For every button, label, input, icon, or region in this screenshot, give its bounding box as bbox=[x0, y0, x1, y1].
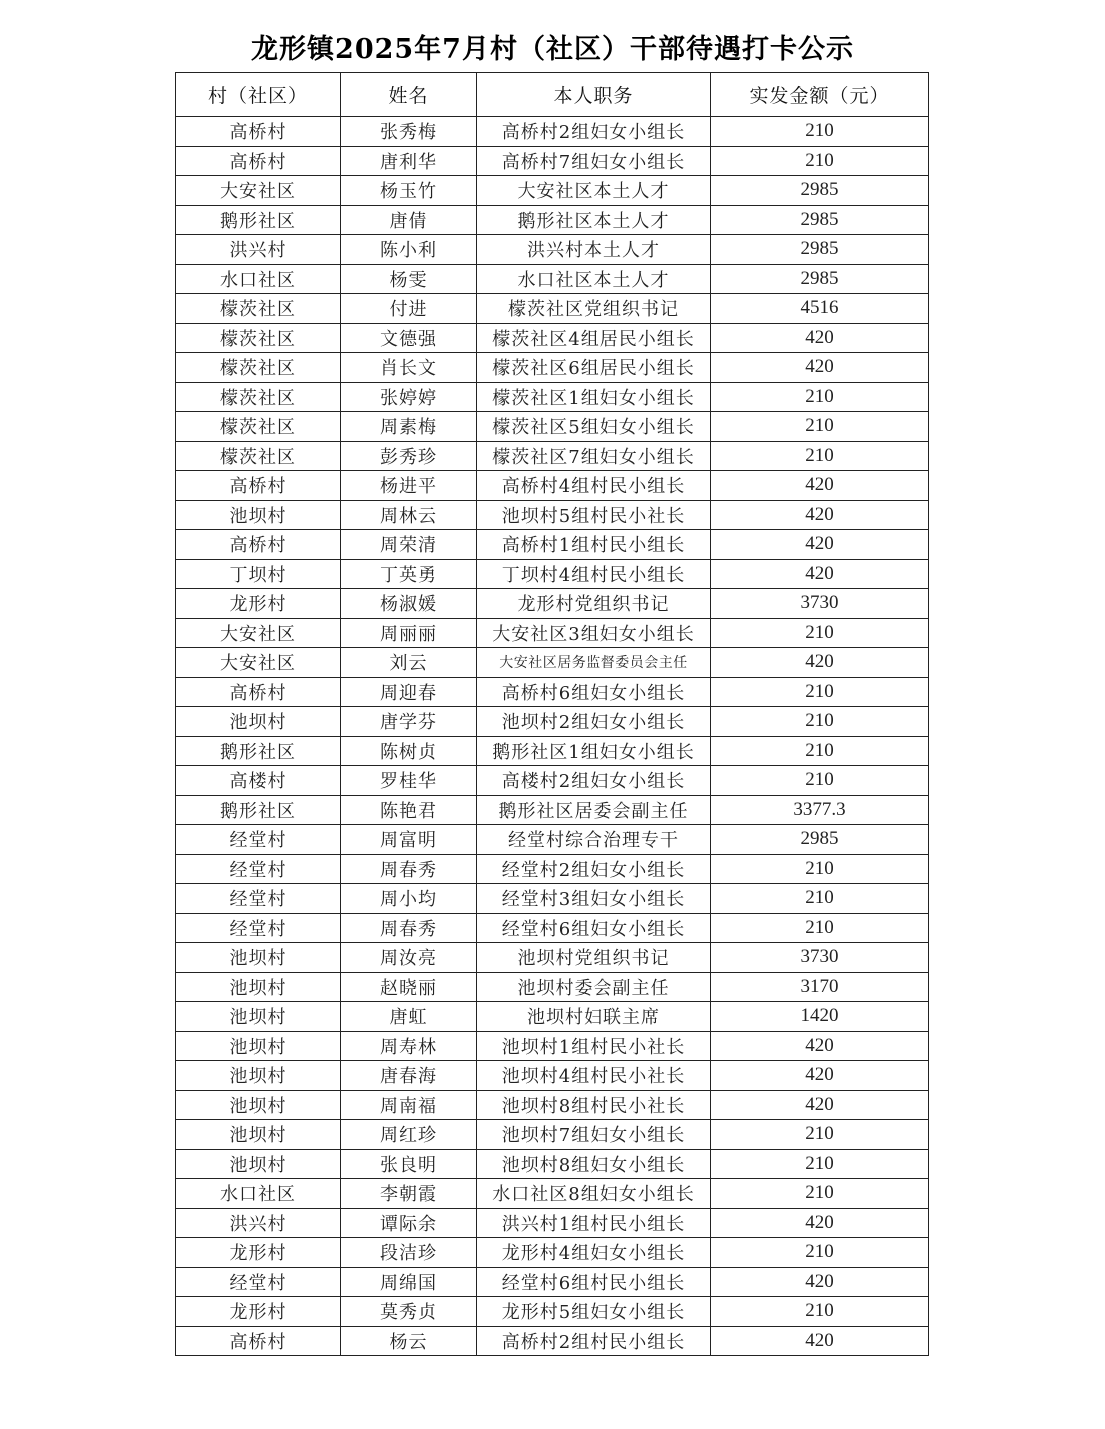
position-cell: 龙形村4组妇女小组长 bbox=[477, 1238, 711, 1268]
position-cell: 池坝村7组妇女小组长 bbox=[477, 1120, 711, 1150]
amount-cell: 3730 bbox=[711, 943, 929, 973]
name-cell: 周绵国 bbox=[341, 1267, 477, 1297]
village-cell: 池坝村 bbox=[176, 707, 341, 737]
village-cell: 洪兴村 bbox=[176, 235, 341, 265]
village-cell: 龙形村 bbox=[176, 589, 341, 619]
village-cell: 高楼村 bbox=[176, 766, 341, 796]
table-row bbox=[176, 1002, 929, 1032]
amount-cell: 420 bbox=[711, 1031, 929, 1061]
position-cell: 高桥村2组村民小组长 bbox=[477, 1326, 711, 1356]
village-cell: 鹅形社区 bbox=[176, 205, 341, 235]
position-cell: 水口社区8组妇女小组长 bbox=[477, 1179, 711, 1209]
position-cell: 高楼村2组妇女小组长 bbox=[477, 766, 711, 796]
village-cell: 高桥村 bbox=[176, 471, 341, 501]
amount-cell: 210 bbox=[711, 382, 929, 412]
village-cell: 丁坝村 bbox=[176, 559, 341, 589]
position-cell: 池坝村1组村民小社长 bbox=[477, 1031, 711, 1061]
position-cell: 池坝村妇联主席 bbox=[477, 1002, 711, 1032]
table-row bbox=[176, 235, 929, 265]
amount-cell: 2985 bbox=[711, 825, 929, 855]
table-row bbox=[176, 1267, 929, 1297]
position-cell: 池坝村党组织书记 bbox=[477, 943, 711, 973]
amount-cell: 210 bbox=[711, 1149, 929, 1179]
amount-cell: 3170 bbox=[711, 972, 929, 1002]
amount-cell: 420 bbox=[711, 1090, 929, 1120]
name-cell: 唐春海 bbox=[341, 1061, 477, 1091]
table-row bbox=[176, 323, 929, 353]
village-cell: 大安社区 bbox=[176, 176, 341, 206]
amount-cell: 420 bbox=[711, 1267, 929, 1297]
name-cell: 周南福 bbox=[341, 1090, 477, 1120]
table-row bbox=[176, 353, 929, 383]
name-cell: 李朝霞 bbox=[341, 1179, 477, 1209]
header-amount: 实发金额（元） bbox=[711, 73, 929, 117]
amount-cell: 210 bbox=[711, 1297, 929, 1327]
table-row bbox=[176, 1179, 929, 1209]
table-row bbox=[176, 1208, 929, 1238]
village-cell: 龙形村 bbox=[176, 1238, 341, 1268]
amount-cell: 210 bbox=[711, 146, 929, 176]
position-cell: 经堂村综合治理专干 bbox=[477, 825, 711, 855]
position-cell: 池坝村5组村民小社长 bbox=[477, 500, 711, 530]
amount-cell: 4516 bbox=[711, 294, 929, 324]
cadre-payment-table bbox=[175, 72, 929, 1356]
village-cell: 池坝村 bbox=[176, 943, 341, 973]
position-cell: 檬茨社区5组妇女小组长 bbox=[477, 412, 711, 442]
village-cell: 檬茨社区 bbox=[176, 382, 341, 412]
position-cell: 池坝村8组妇女小组长 bbox=[477, 1149, 711, 1179]
header-row bbox=[176, 73, 929, 117]
amount-cell: 420 bbox=[711, 500, 929, 530]
table-row bbox=[176, 766, 929, 796]
name-cell: 杨进平 bbox=[341, 471, 477, 501]
position-cell: 高桥村6组妇女小组长 bbox=[477, 677, 711, 707]
village-cell: 高桥村 bbox=[176, 146, 341, 176]
amount-cell: 210 bbox=[711, 117, 929, 147]
village-cell: 经堂村 bbox=[176, 1267, 341, 1297]
name-cell: 周春秀 bbox=[341, 854, 477, 884]
name-cell: 赵晓丽 bbox=[341, 972, 477, 1002]
table-row bbox=[176, 1061, 929, 1091]
village-cell: 池坝村 bbox=[176, 972, 341, 1002]
village-cell: 池坝村 bbox=[176, 500, 341, 530]
table-row bbox=[176, 176, 929, 206]
header-position: 本人职务 bbox=[477, 73, 711, 117]
table-row bbox=[176, 825, 929, 855]
table-row bbox=[176, 648, 929, 678]
position-cell: 鹅形社区本土人才 bbox=[477, 205, 711, 235]
table-header bbox=[176, 73, 929, 117]
name-cell: 张秀梅 bbox=[341, 117, 477, 147]
position-cell: 大安社区居务监督委员会主任 bbox=[477, 648, 711, 678]
name-cell: 唐虹 bbox=[341, 1002, 477, 1032]
name-cell: 张良明 bbox=[341, 1149, 477, 1179]
position-cell: 鹅形社区居委会副主任 bbox=[477, 795, 711, 825]
village-cell: 池坝村 bbox=[176, 1090, 341, 1120]
name-cell: 杨雯 bbox=[341, 264, 477, 294]
position-cell: 高桥村1组村民小组长 bbox=[477, 530, 711, 560]
village-cell: 经堂村 bbox=[176, 884, 341, 914]
amount-cell: 3377.3 bbox=[711, 795, 929, 825]
name-cell: 张婷婷 bbox=[341, 382, 477, 412]
position-cell: 檬茨社区6组居民小组长 bbox=[477, 353, 711, 383]
header-village: 村（社区） bbox=[176, 73, 341, 117]
position-cell: 经堂村6组妇女小组长 bbox=[477, 913, 711, 943]
village-cell: 池坝村 bbox=[176, 1031, 341, 1061]
village-cell: 池坝村 bbox=[176, 1120, 341, 1150]
name-cell: 周红珍 bbox=[341, 1120, 477, 1150]
village-cell: 经堂村 bbox=[176, 825, 341, 855]
table-row bbox=[176, 707, 929, 737]
position-cell: 经堂村3组妇女小组长 bbox=[477, 884, 711, 914]
table-row bbox=[176, 500, 929, 530]
name-cell: 莫秀贞 bbox=[341, 1297, 477, 1327]
village-cell: 檬茨社区 bbox=[176, 294, 341, 324]
amount-cell: 210 bbox=[711, 1120, 929, 1150]
village-cell: 檬茨社区 bbox=[176, 412, 341, 442]
amount-cell: 420 bbox=[711, 559, 929, 589]
name-cell: 陈小利 bbox=[341, 235, 477, 265]
amount-cell: 210 bbox=[711, 854, 929, 884]
name-cell: 肖长文 bbox=[341, 353, 477, 383]
village-cell: 高桥村 bbox=[176, 530, 341, 560]
village-cell: 池坝村 bbox=[176, 1002, 341, 1032]
village-cell: 池坝村 bbox=[176, 1061, 341, 1091]
amount-cell: 2985 bbox=[711, 205, 929, 235]
amount-cell: 210 bbox=[711, 736, 929, 766]
page-title: 龙形镇2025年7月村（社区）干部待遇打卡公示 bbox=[251, 34, 854, 65]
name-cell: 唐学芬 bbox=[341, 707, 477, 737]
position-cell: 丁坝村4组村民小组长 bbox=[477, 559, 711, 589]
amount-cell: 420 bbox=[711, 1326, 929, 1356]
name-cell: 段洁珍 bbox=[341, 1238, 477, 1268]
village-cell: 龙形村 bbox=[176, 1297, 341, 1327]
amount-cell: 3730 bbox=[711, 589, 929, 619]
position-cell: 经堂村2组妇女小组长 bbox=[477, 854, 711, 884]
village-cell: 大安社区 bbox=[176, 648, 341, 678]
table-row bbox=[176, 1326, 929, 1356]
table-row bbox=[176, 294, 929, 324]
village-cell: 池坝村 bbox=[176, 1149, 341, 1179]
village-cell: 高桥村 bbox=[176, 117, 341, 147]
amount-cell: 210 bbox=[711, 913, 929, 943]
name-cell: 周春秀 bbox=[341, 913, 477, 943]
amount-cell: 210 bbox=[711, 766, 929, 796]
table-row bbox=[176, 795, 929, 825]
name-cell: 谭际余 bbox=[341, 1208, 477, 1238]
table-row bbox=[176, 943, 929, 973]
amount-cell: 210 bbox=[711, 884, 929, 914]
position-cell: 檬茨社区党组织书记 bbox=[477, 294, 711, 324]
position-cell: 大安社区本土人才 bbox=[477, 176, 711, 206]
table-row bbox=[176, 618, 929, 648]
table-row bbox=[176, 1031, 929, 1061]
table-body bbox=[176, 117, 929, 1356]
name-cell: 周林云 bbox=[341, 500, 477, 530]
name-cell: 刘云 bbox=[341, 648, 477, 678]
table-row bbox=[176, 382, 929, 412]
amount-cell: 210 bbox=[711, 1238, 929, 1268]
position-cell: 檬茨社区7组妇女小组长 bbox=[477, 441, 711, 471]
amount-cell: 210 bbox=[711, 1179, 929, 1209]
position-cell: 池坝村2组妇女小组长 bbox=[477, 707, 711, 737]
position-cell: 檬茨社区4组居民小组长 bbox=[477, 323, 711, 353]
village-cell: 鹅形社区 bbox=[176, 795, 341, 825]
village-cell: 大安社区 bbox=[176, 618, 341, 648]
position-cell: 洪兴村1组村民小组长 bbox=[477, 1208, 711, 1238]
table-row bbox=[176, 884, 929, 914]
amount-cell: 2985 bbox=[711, 176, 929, 206]
name-cell: 周迎春 bbox=[341, 677, 477, 707]
amount-cell: 420 bbox=[711, 1208, 929, 1238]
amount-cell: 420 bbox=[711, 353, 929, 383]
table-row bbox=[176, 205, 929, 235]
position-cell: 龙形村5组妇女小组长 bbox=[477, 1297, 711, 1327]
table-row bbox=[176, 913, 929, 943]
table-row bbox=[176, 1120, 929, 1150]
position-cell: 高桥村4组村民小组长 bbox=[477, 471, 711, 501]
amount-cell: 210 bbox=[711, 707, 929, 737]
amount-cell: 2985 bbox=[711, 235, 929, 265]
position-cell: 高桥村2组妇女小组长 bbox=[477, 117, 711, 147]
table-row bbox=[176, 471, 929, 501]
amount-cell: 210 bbox=[711, 441, 929, 471]
village-cell: 高桥村 bbox=[176, 677, 341, 707]
amount-cell: 210 bbox=[711, 412, 929, 442]
amount-cell: 420 bbox=[711, 1061, 929, 1091]
amount-cell: 210 bbox=[711, 618, 929, 648]
table-row bbox=[176, 559, 929, 589]
name-cell: 杨云 bbox=[341, 1326, 477, 1356]
table-row bbox=[176, 677, 929, 707]
table-row bbox=[176, 1238, 929, 1268]
village-cell: 洪兴村 bbox=[176, 1208, 341, 1238]
village-cell: 檬茨社区 bbox=[176, 441, 341, 471]
name-cell: 唐倩 bbox=[341, 205, 477, 235]
name-cell: 周寿林 bbox=[341, 1031, 477, 1061]
table-row bbox=[176, 117, 929, 147]
name-cell: 杨玉竹 bbox=[341, 176, 477, 206]
village-cell: 檬茨社区 bbox=[176, 353, 341, 383]
position-cell: 池坝村委会副主任 bbox=[477, 972, 711, 1002]
position-cell: 龙形村党组织书记 bbox=[477, 589, 711, 619]
table-row bbox=[176, 441, 929, 471]
name-cell: 周素梅 bbox=[341, 412, 477, 442]
name-cell: 周富明 bbox=[341, 825, 477, 855]
table-row bbox=[176, 972, 929, 1002]
name-cell: 文德强 bbox=[341, 323, 477, 353]
table-row bbox=[176, 264, 929, 294]
village-cell: 水口社区 bbox=[176, 264, 341, 294]
position-cell: 檬茨社区1组妇女小组长 bbox=[477, 382, 711, 412]
name-cell: 彭秀珍 bbox=[341, 441, 477, 471]
village-cell: 经堂村 bbox=[176, 913, 341, 943]
amount-cell: 2985 bbox=[711, 264, 929, 294]
amount-cell: 1420 bbox=[711, 1002, 929, 1032]
position-cell: 池坝村4组村民小社长 bbox=[477, 1061, 711, 1091]
name-cell: 陈树贞 bbox=[341, 736, 477, 766]
position-cell: 池坝村8组村民小社长 bbox=[477, 1090, 711, 1120]
amount-cell: 210 bbox=[711, 677, 929, 707]
name-cell: 付进 bbox=[341, 294, 477, 324]
name-cell: 唐利华 bbox=[341, 146, 477, 176]
table-row bbox=[176, 1149, 929, 1179]
name-cell: 陈艳君 bbox=[341, 795, 477, 825]
village-cell: 经堂村 bbox=[176, 854, 341, 884]
table-row bbox=[176, 736, 929, 766]
amount-cell: 420 bbox=[711, 530, 929, 560]
table-row bbox=[176, 146, 929, 176]
name-cell: 周荣清 bbox=[341, 530, 477, 560]
position-cell: 经堂村6组村民小组长 bbox=[477, 1267, 711, 1297]
position-cell: 鹅形社区1组妇女小组长 bbox=[477, 736, 711, 766]
position-cell: 高桥村7组妇女小组长 bbox=[477, 146, 711, 176]
name-cell: 周丽丽 bbox=[341, 618, 477, 648]
position-cell: 水口社区本土人才 bbox=[477, 264, 711, 294]
name-cell: 杨淑媛 bbox=[341, 589, 477, 619]
village-cell: 鹅形社区 bbox=[176, 736, 341, 766]
table-row bbox=[176, 530, 929, 560]
amount-cell: 420 bbox=[711, 471, 929, 501]
name-cell: 罗桂华 bbox=[341, 766, 477, 796]
name-cell: 周小均 bbox=[341, 884, 477, 914]
table-row bbox=[176, 412, 929, 442]
village-cell: 高桥村 bbox=[176, 1326, 341, 1356]
position-cell: 大安社区3组妇女小组长 bbox=[477, 618, 711, 648]
position-cell: 洪兴村本土人才 bbox=[477, 235, 711, 265]
table-row bbox=[176, 1090, 929, 1120]
name-cell: 丁英勇 bbox=[341, 559, 477, 589]
village-cell: 檬茨社区 bbox=[176, 323, 341, 353]
table-row bbox=[176, 589, 929, 619]
table-row bbox=[176, 854, 929, 884]
table-row bbox=[176, 1297, 929, 1327]
amount-cell: 420 bbox=[711, 323, 929, 353]
amount-cell: 420 bbox=[711, 648, 929, 678]
village-cell: 水口社区 bbox=[176, 1179, 341, 1209]
header-name: 姓名 bbox=[341, 73, 477, 117]
name-cell: 周汝亮 bbox=[341, 943, 477, 973]
